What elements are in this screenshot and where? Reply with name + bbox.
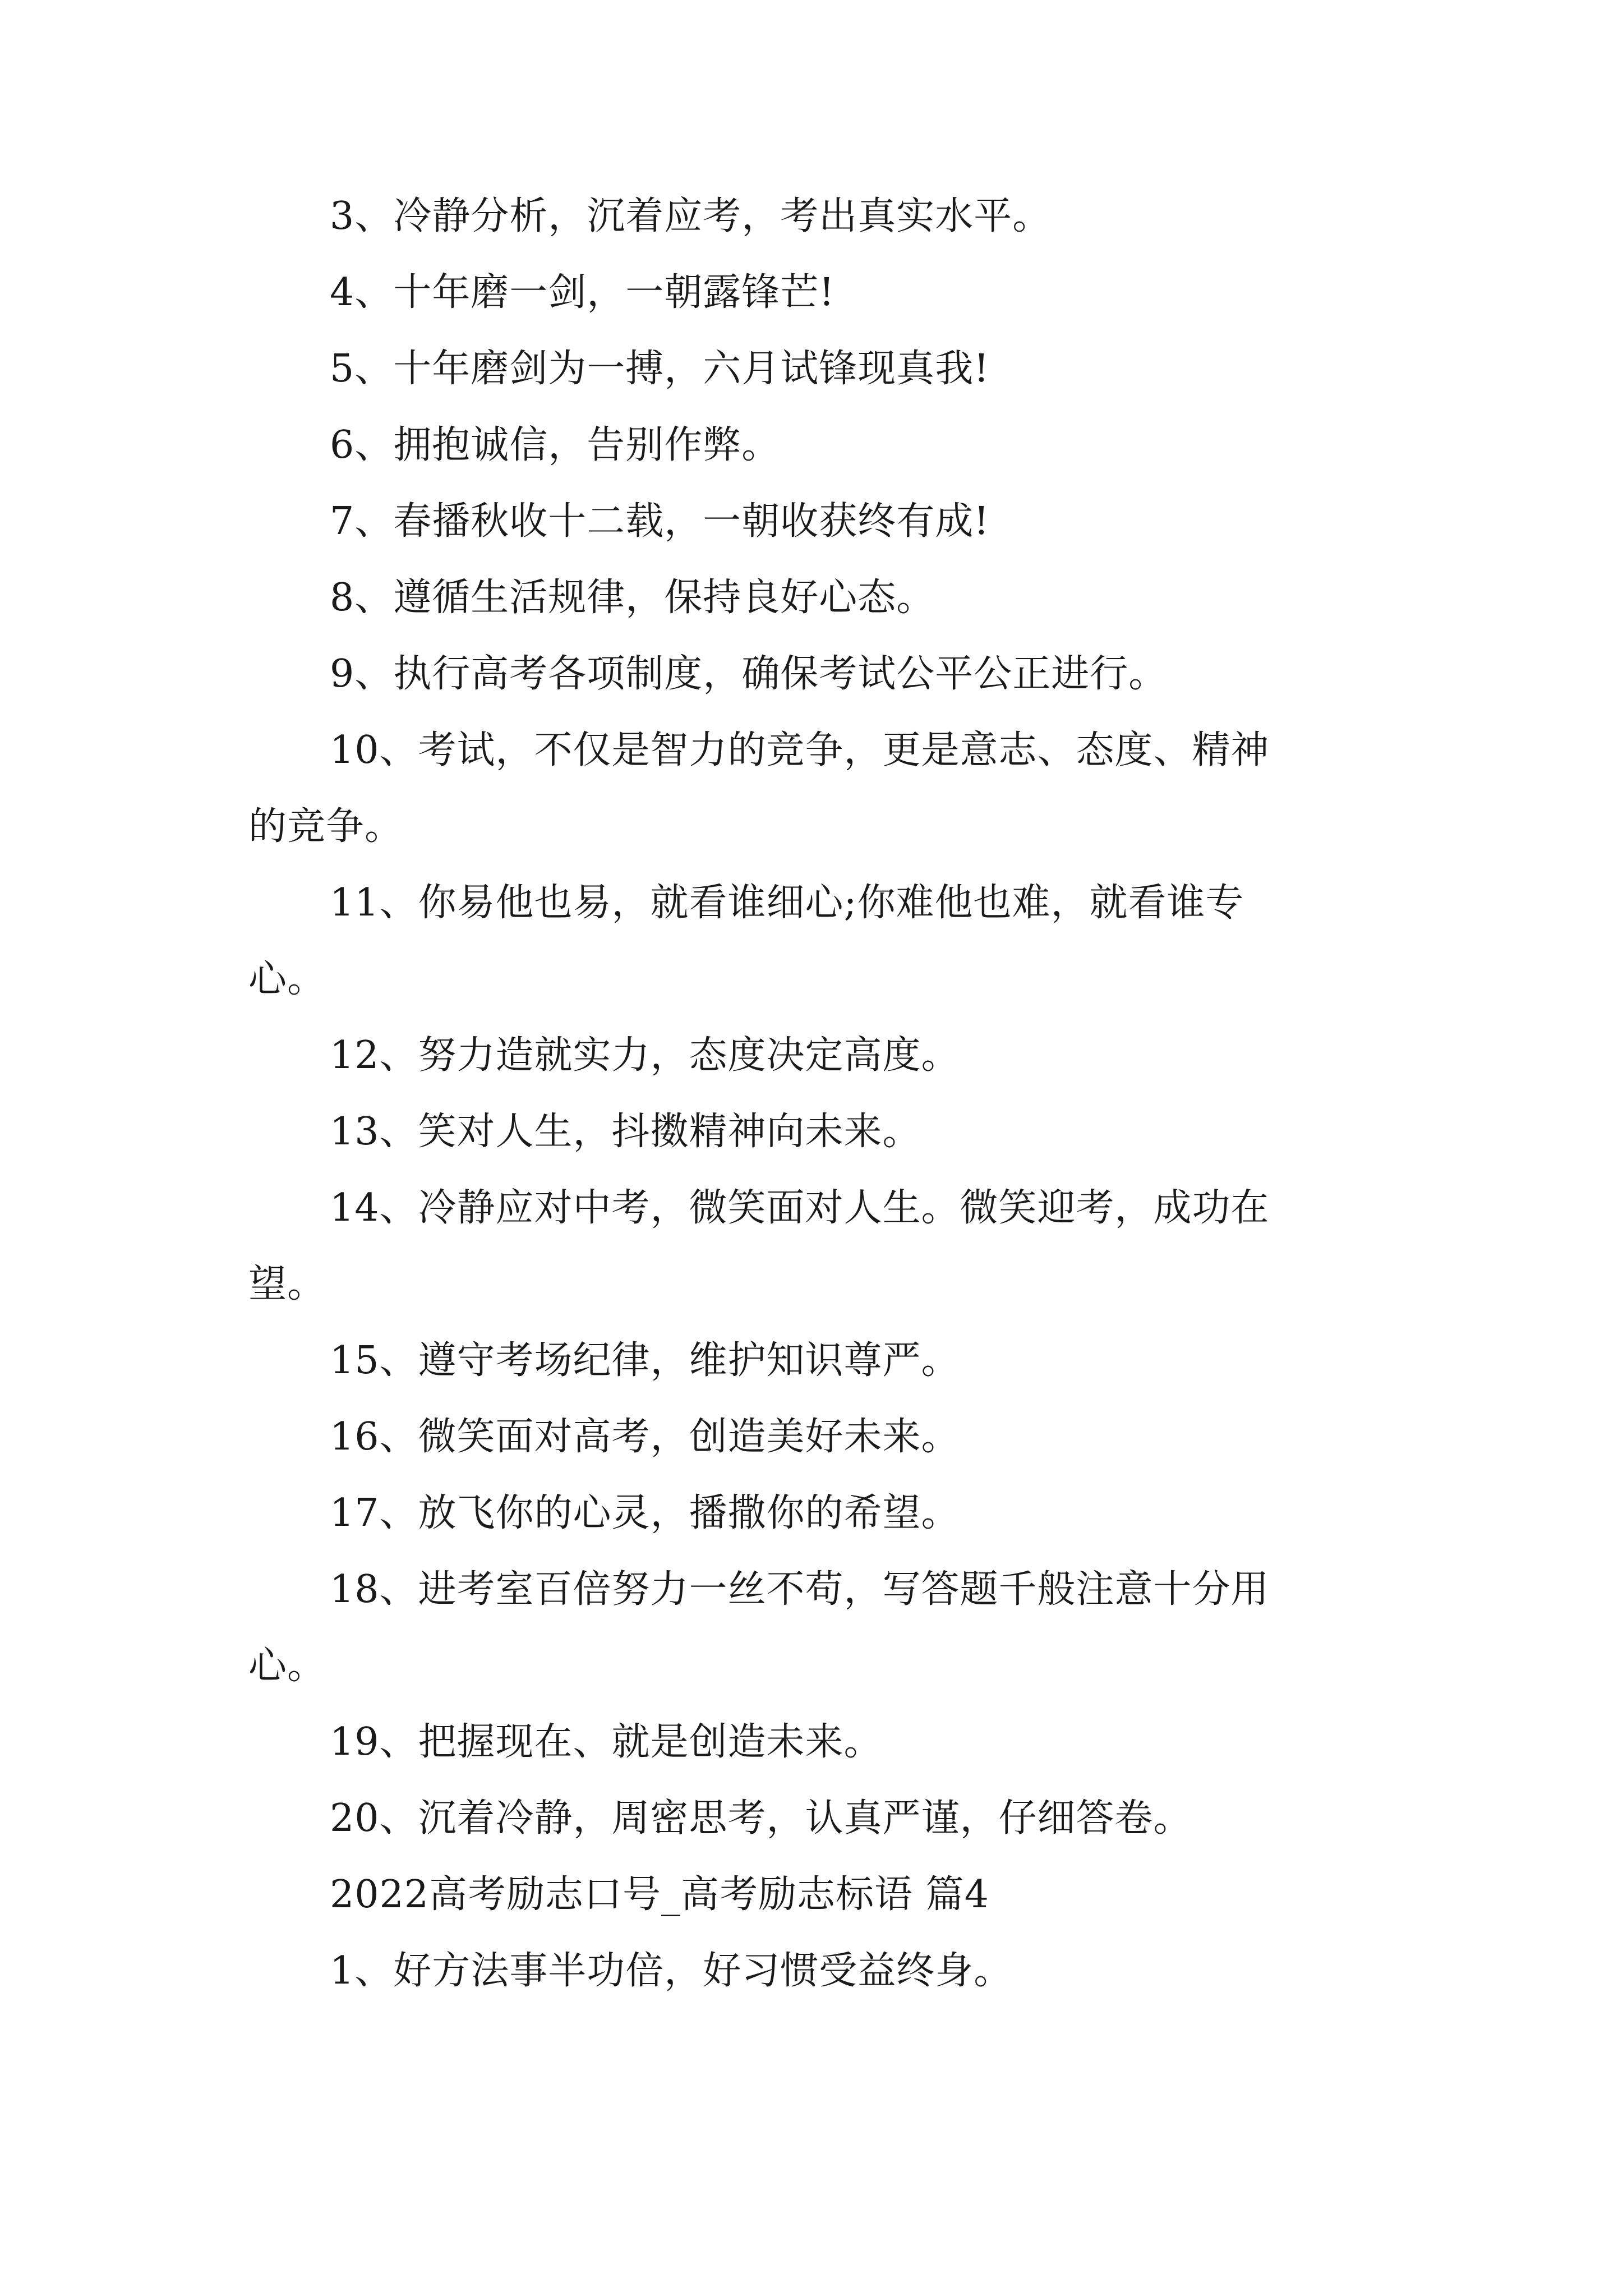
paragraph-line: 8、遵循生活规律，保持良好心态。 bbox=[330, 576, 935, 620]
paragraph-line: 12、努力造就实力，态度决定高度。 bbox=[330, 1033, 960, 1078]
paragraph-line: 4、十年磨一剑，一朝露锋芒! bbox=[330, 270, 835, 315]
paragraph-line: 9、执行高考各项制度，确保考试公平公正进行。 bbox=[330, 652, 1168, 696]
paragraph-continuation: 的竞争。 bbox=[248, 804, 404, 849]
paragraph-line: 10、考试，不仅是智力的竞争，更是意志、态度、精神 bbox=[330, 728, 1270, 772]
paragraph-line: 6、拥抱诚信，告别作弊。 bbox=[330, 423, 781, 467]
paragraph-line: 17、放飞你的心灵，播撒你的希望。 bbox=[330, 1491, 960, 1535]
paragraph-continuation: 心。 bbox=[248, 957, 326, 1001]
paragraph-line: 16、微笑面对高考，创造美好未来。 bbox=[330, 1415, 960, 1459]
paragraph-line: 19、把握现在、就是创造未来。 bbox=[330, 1720, 883, 1764]
paragraph-line: 20、沉着冷静，周密思考，认真严谨，仔细答卷。 bbox=[330, 1796, 1192, 1841]
paragraph-continuation: 心。 bbox=[248, 1644, 326, 1688]
paragraph-line: 14、冷静应对中考，微笑面对人生。微笑迎考，成功在 bbox=[330, 1186, 1270, 1230]
document-body bbox=[248, 178, 1376, 2009]
paragraph-continuation: 望。 bbox=[248, 1262, 326, 1306]
paragraph-line: 13、笑对人生，抖擞精神向未来。 bbox=[330, 1110, 921, 1154]
paragraph-line: 18、进考室百倍努力一丝不苟，写答题千般注意十分用 bbox=[330, 1567, 1270, 1612]
paragraph-line: 5、十年磨剑为一搏，六月试锋现真我! bbox=[330, 347, 990, 391]
paragraph-line: 1、好方法事半功倍，好习惯受益终身。 bbox=[330, 1949, 1013, 1993]
paragraph-line: 7、春播秋收十二载，一朝收获终有成! bbox=[330, 499, 990, 544]
paragraph-line: 11、你易他也易，就看谁细心;你难他也难，就看谁专 bbox=[330, 881, 1244, 925]
paragraph-line: 3、冷静分析，沉着应考，考出真实水平。 bbox=[330, 194, 1052, 238]
section-heading: 2022高考励志口号_高考励志标语 篇4 bbox=[330, 1872, 989, 1917]
paragraph-line: 15、遵守考场纪律，维护知识尊严。 bbox=[330, 1338, 960, 1383]
